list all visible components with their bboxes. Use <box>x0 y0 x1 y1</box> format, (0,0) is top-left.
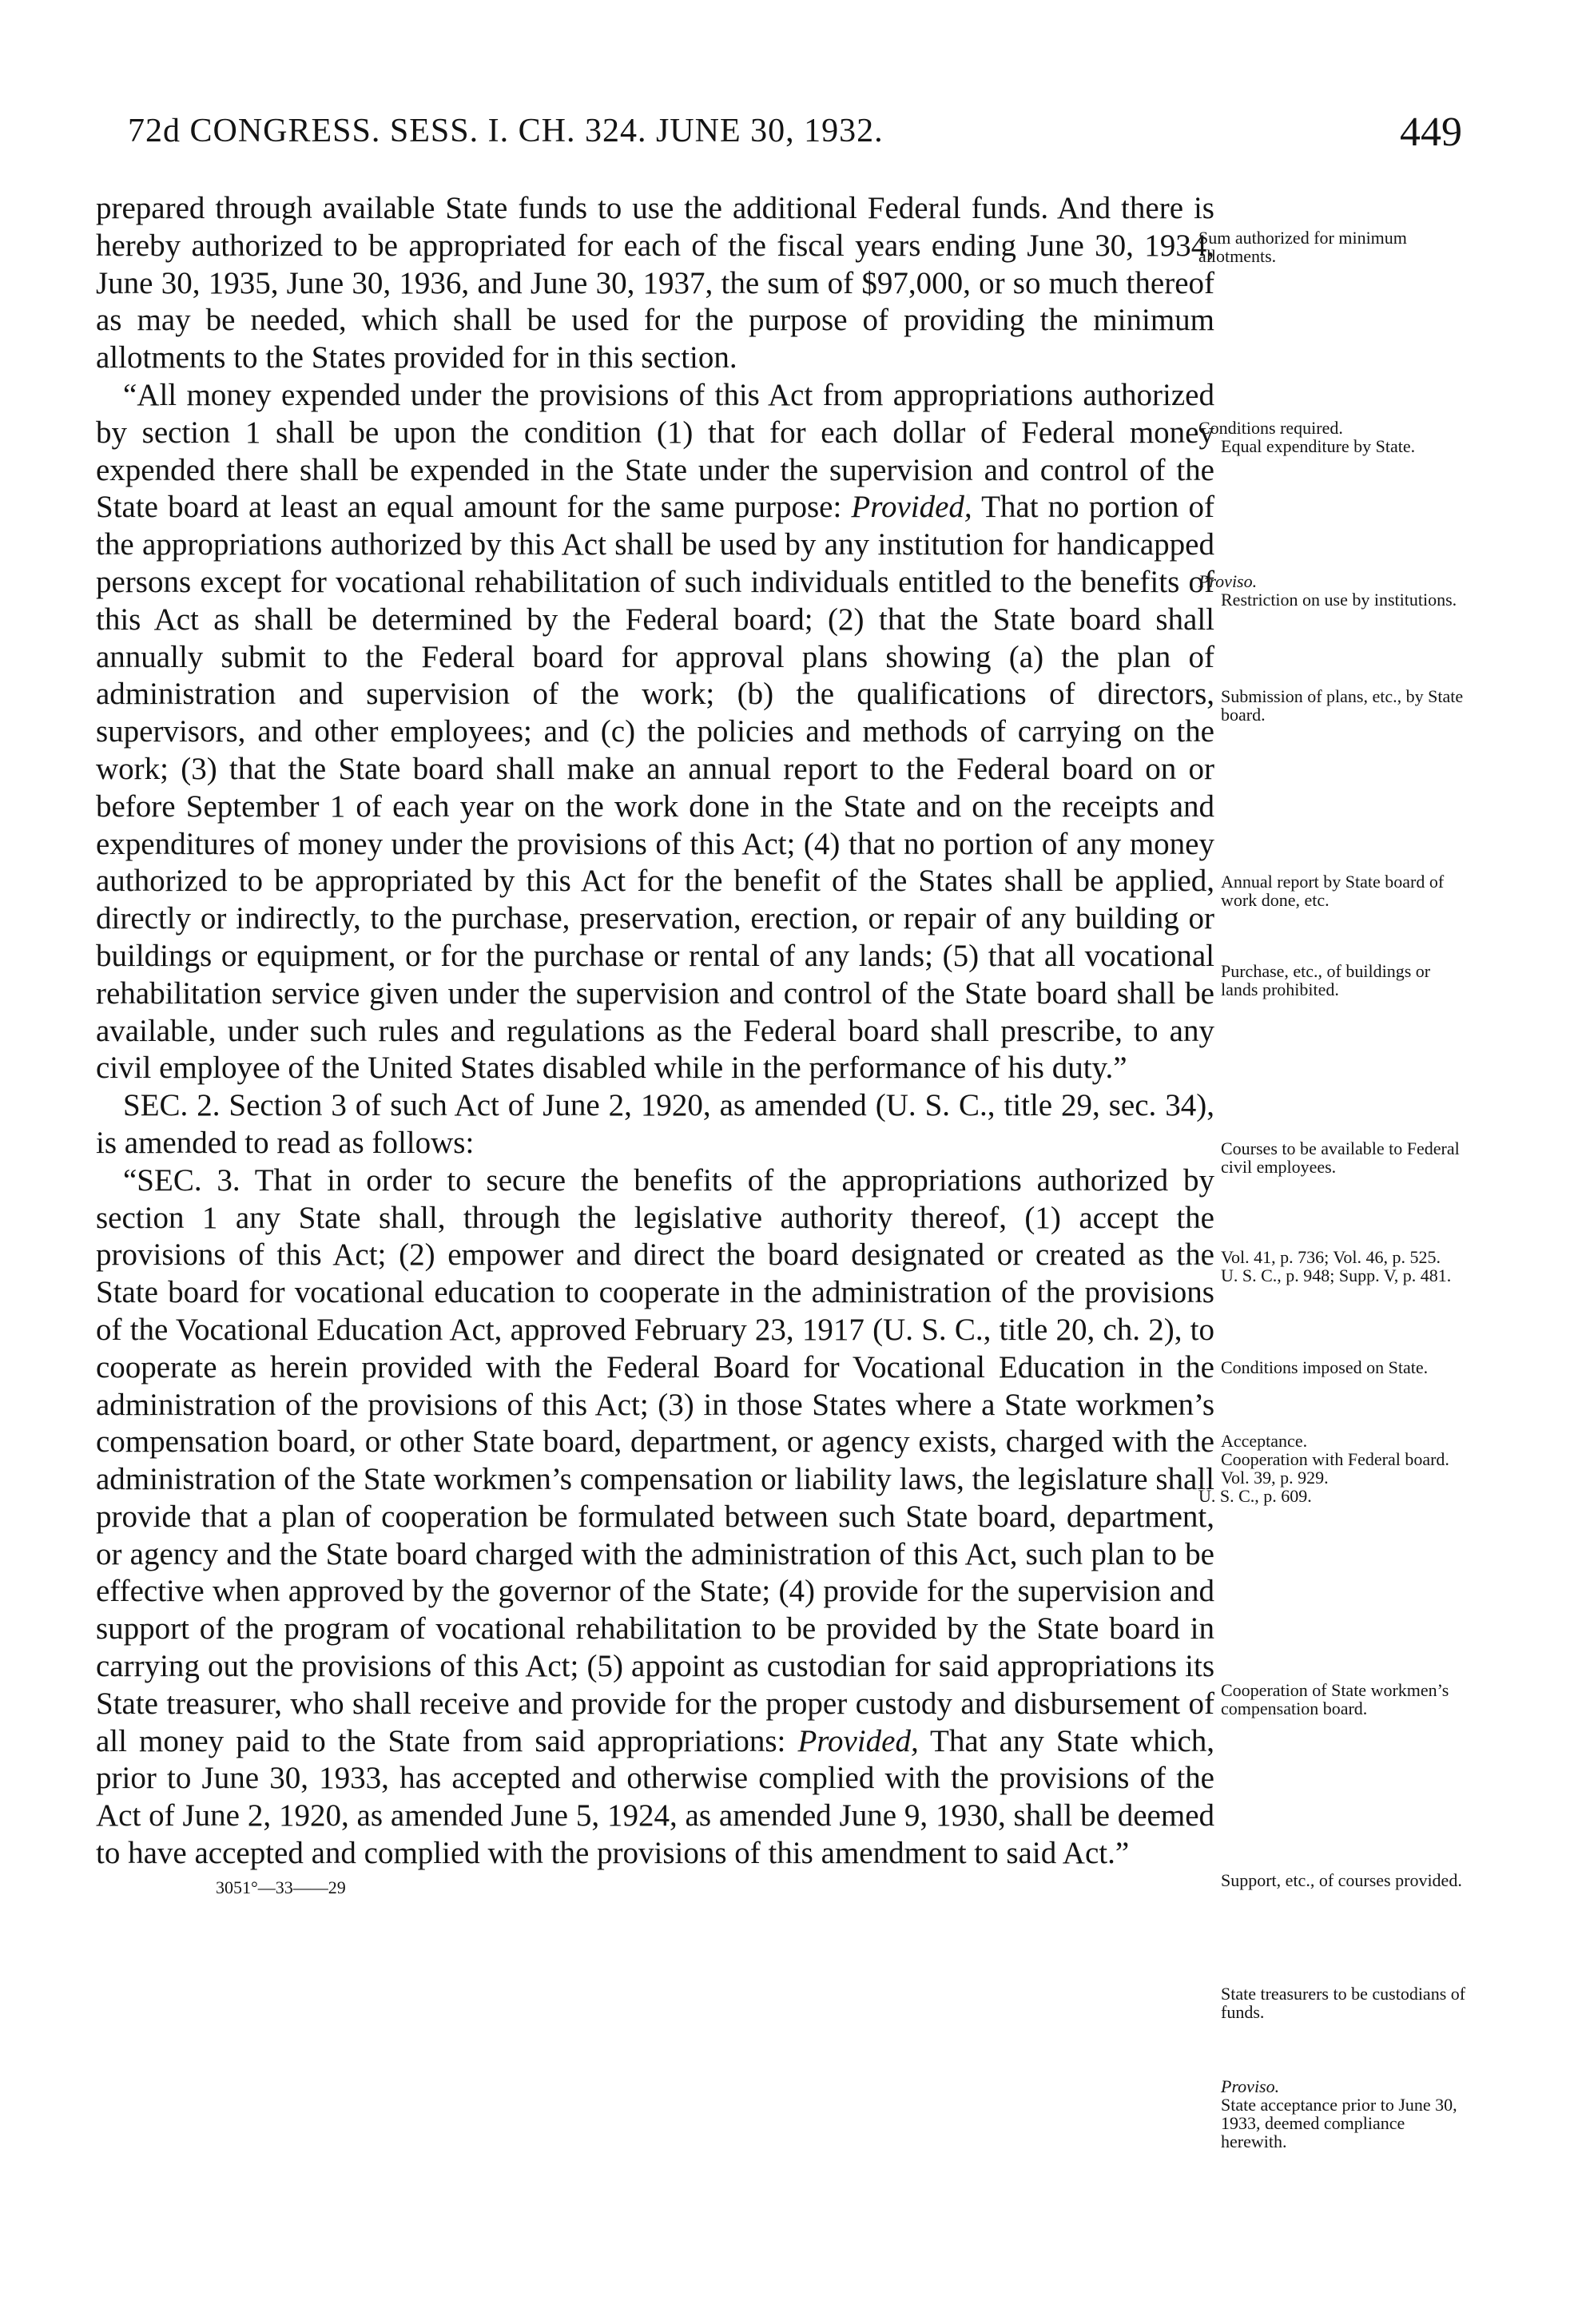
margin-note <box>1198 1681 1470 1718</box>
paragraph-text: “SEC. 3. That in order to secure the benefits of the appropriations authorized by section 1 any State shall, through the legislative authority thereof, (1) accept the provisions of this Act; (2) empower and direct the board designated or created as the State board for vocational education to cooperate in the administration of the provisions of the Vocational Education Act, approved February 23, 1917 (U. S. C., title 20, ch. 2), to cooperate as herein provided with the Federal Board for Vocational Education in the administration of the provisions of this Act; (3) in those States where a State workmen’s compensation board, or other State board, department, or agency exists, charged with the administration of the State workmen’s compensation or liability laws, the legislature shall provide that a plan of cooperation be formulated between such State board, department, or agency and the State board charged with the administration of this Act, such plan to be effective when approved by the governor of the State; (4) provide for the supervision and support of the program of vocational rehabilitation to be provided by the State board in carrying out the provisions of this Act; (5) appoint as custodian for said appropriations its State treasurer, who shall receive and provide for the proper custody and disbursement of all money paid to the State from said appropriations: <box>96 1162 1214 1758</box>
footer-code: 3051°—33——29 <box>216 1877 346 1897</box>
paragraph <box>96 377 1214 1087</box>
margin-note-text: State acceptance prior to June 30, 1933, deemed compliance herewith. <box>1221 2095 1457 2151</box>
margin-note <box>1198 1984 1470 2021</box>
body-text <box>96 190 1214 1900</box>
margin-note-text: Conditions required. <box>1198 418 1343 438</box>
margin-note-text: Cooperation with Federal board. <box>1221 1449 1449 1469</box>
paragraph-text: SEC. 2. Section 3 of such Act of June 2, 1920, as amended (U. S. C., title 29, sec. 34), is amended to read as follows: <box>96 1088 1214 1160</box>
margin-note <box>1198 419 1470 455</box>
margin-note-text: Courses to be available to Federal civil employees. <box>1221 1138 1460 1177</box>
paragraph-text: That no portion of the appropriations authorized by this Act shall be used by any institution for handicapped persons except for vocational rehabilitation of such individuals entitled to the benefits of this Act as shall be determined by the Federal board; (2) that the State board shall annually submit to the Federal board for approval plans showing (a) the plan of administration and supervision of the work; (b) the qualifications of directors, supervisors, and other employees; and (c) the policies and methods of carrying on the work; (3) that the State board shall make an annual report to the Federal board on or before September 1 of each year on the work done in the State and on the receipts and expenditures of money under the provisions of this Act; (4) that no portion of any money authorized to be appropriated by this Act for the benefit of the States shall be applied, directly or indirectly, to the purchase, preservation, erection, or repair of any building or buildings or equipment, or for the purchase or rental of any lands; (5) that all vocational rehabilitation service given under the supervision and control of the State board shall be available, under such rules and regulations as the Federal board shall prescribe, to any civil employee of the United States disabled while in the performance of his duty.” <box>96 490 1214 1086</box>
margin-note <box>1198 1432 1470 1505</box>
margin-note <box>1198 228 1470 265</box>
margin-note <box>1198 872 1470 909</box>
margin-note-text: Purchase, etc., of buildings or lands prohibited. <box>1221 961 1431 999</box>
margin-note <box>1198 687 1470 724</box>
paragraph-text: prepared through available State funds to use the additional Federal funds. And there is hereby authorized to be appropriated for each of the fiscal years ending June 30, 1934, June 30, 1935, June 30, 1936, and June 30, 1937, the sum of $97,000, or so much thereof as may be needed, which shall be used for the purpose of providing the minimum allotments to the States provided for in this section. <box>96 191 1214 375</box>
margin-note <box>1198 572 1470 609</box>
margin-note-text: Cooperation of State workmen’s compensation board. <box>1221 1680 1449 1718</box>
margin-note-text: U. S. C., p. 609. <box>1198 1486 1312 1506</box>
margin-note <box>1198 1248 1470 1285</box>
running-header <box>128 109 1462 168</box>
paragraph-text: That any State which, prior to June 30, 1933, has accepted and otherwise complied with the provisions of the Act of June 2, 1920, as amended June 5, 1924, as amended June 9, 1930, shall be deemed to have accepted and complied with the provisions of this amendment to said Act.” <box>96 1723 1215 1871</box>
margin-note-text: U. S. C., p. 948; Supp. V, p. 481. <box>1221 1265 1452 1285</box>
proviso-word: Provided, <box>797 1723 919 1758</box>
margin-note-text: Vol. 39, p. 929. <box>1221 1468 1329 1488</box>
margin-note-text: Support, etc., of courses provided. <box>1221 1870 1462 1890</box>
proviso-word: Provided, <box>851 490 972 525</box>
margin-note-text: Annual report by State board of work done, etc. <box>1221 872 1445 910</box>
margin-note <box>1198 1871 1470 1889</box>
page-number: 449 <box>1400 109 1462 155</box>
paragraph <box>96 1162 1214 1873</box>
paragraph <box>96 190 1214 377</box>
margin-note-text: Conditions imposed on State. <box>1221 1357 1429 1377</box>
margin-note <box>1198 962 1470 999</box>
margin-note-text: Vol. 41, p. 736; Vol. 46, p. 525. <box>1221 1247 1441 1267</box>
margin-note-text: Proviso. <box>1198 571 1258 591</box>
margin-note-text: Restriction on use by institutions. <box>1221 590 1457 610</box>
margin-note-text: Equal expenditure by State. <box>1221 436 1416 456</box>
margin-note <box>1198 1139 1470 1176</box>
paragraph-text: “All money expended under the provisions of this Act from appropriations authorized by section 1 shall be upon the condition (1) that for each dollar of Federal money expended there shall be expended in the State under the supervision and control of the State board at least an equal amount for the same purpose: <box>96 377 1214 525</box>
paragraph <box>96 1087 1214 1162</box>
margin-note-text: Proviso. <box>1221 2076 1280 2096</box>
margin-note-text: Sum authorized for minimum allotments. <box>1198 228 1407 266</box>
margin-note <box>1198 2077 1470 2151</box>
margin-note <box>1198 1358 1470 1377</box>
margin-note-text: State treasurers to be custodians of funds. <box>1221 1984 1466 2022</box>
margin-note-text: Submission of plans, etc., by State board. <box>1221 686 1464 725</box>
running-head: 72d CONGRESS. SESS. I. CH. 324. JUNE 30, 1932. <box>128 113 884 149</box>
margin-note-text: Acceptance. <box>1221 1431 1308 1451</box>
